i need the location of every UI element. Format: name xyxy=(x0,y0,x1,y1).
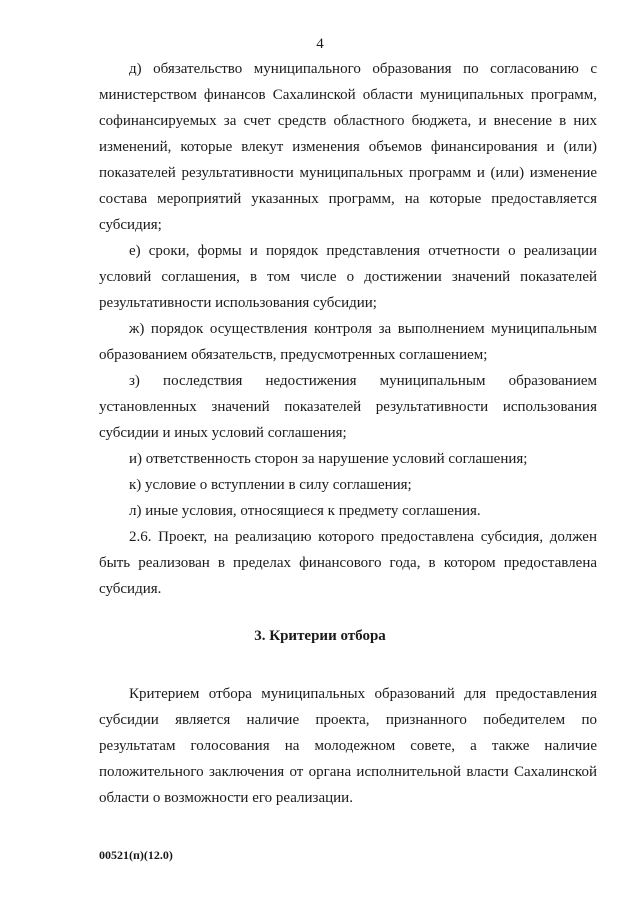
clause-2-6-paragraph xyxy=(99,524,597,602)
text-line: субсидии и иных условий соглашения; xyxy=(99,425,347,441)
text-line: изменений, которые влекут изменения объемов финансирования и (или) xyxy=(99,139,597,155)
text-line: е) сроки, формы и порядок представления отчетности о реализации xyxy=(129,243,597,259)
text-line: л) иные условия, относящиеся к предмету соглашения. xyxy=(129,503,481,519)
item-zh-paragraph xyxy=(99,316,597,368)
text-line: субсидия. xyxy=(99,581,162,597)
text-line: быть реализован в пределах финансового года, в котором предоставлена xyxy=(99,555,597,571)
item-z-paragraph xyxy=(99,368,597,446)
text-line: установленных значений показателей результативности использования xyxy=(99,399,597,415)
text-line: з) последствия недостижения муниципальным образованием xyxy=(129,373,597,389)
text-line: Критерием отбора муниципальных образований для предоставления xyxy=(129,686,597,702)
document-code: 00521(п)(12.0) xyxy=(99,848,173,862)
item-k-paragraph xyxy=(99,472,597,498)
page-number: 4 xyxy=(316,36,324,52)
text-line: министерством финансов Сахалинской области муниципальных программ, xyxy=(99,87,597,103)
text-line: д) обязательство муниципального образования по согласованию с xyxy=(129,61,597,77)
text-line: субсидии является наличие проекта, признанного победителем по xyxy=(99,712,597,728)
text-line: результативности использования субсидии; xyxy=(99,295,377,311)
text-line: к) условие о вступлении в силу соглашения; xyxy=(129,477,412,493)
selection-criteria-paragraph xyxy=(99,681,597,811)
text-line: ж) порядок осуществления контроля за выполнением муниципальным xyxy=(129,321,597,337)
text-line: софинансируемых за счет средств областного бюджета, и внесение в них xyxy=(99,113,597,129)
text-line: условий соглашения, в том числе о достижении значений показателей xyxy=(99,269,597,285)
text-line: образованием обязательств, предусмотренных соглашением; xyxy=(99,347,488,363)
text-line: области о возможности его реализации. xyxy=(99,790,353,806)
text-line: состава мероприятий указанных программ, на которые предоставляется xyxy=(99,191,597,207)
item-i-paragraph xyxy=(99,446,597,472)
text-line: 2.6. Проект, на реализацию которого предоставлена субсидия, должен xyxy=(129,529,597,545)
text-line: результатам голосования на молодежном совете, а также наличие xyxy=(99,738,597,754)
item-e-paragraph xyxy=(99,238,597,316)
text-line: положительного заключения от органа исполнительной власти Сахалинской xyxy=(99,764,597,780)
text-line: показателей результативности муниципальных программ и (или) изменение xyxy=(99,165,597,181)
text-line: и) ответственность сторон за нарушение условий соглашения; xyxy=(129,451,528,467)
section-heading: 3. Критерии отбора xyxy=(254,628,386,644)
text-line: субсидия; xyxy=(99,217,162,233)
item-l-paragraph xyxy=(99,498,597,524)
item-d-paragraph xyxy=(99,56,597,238)
